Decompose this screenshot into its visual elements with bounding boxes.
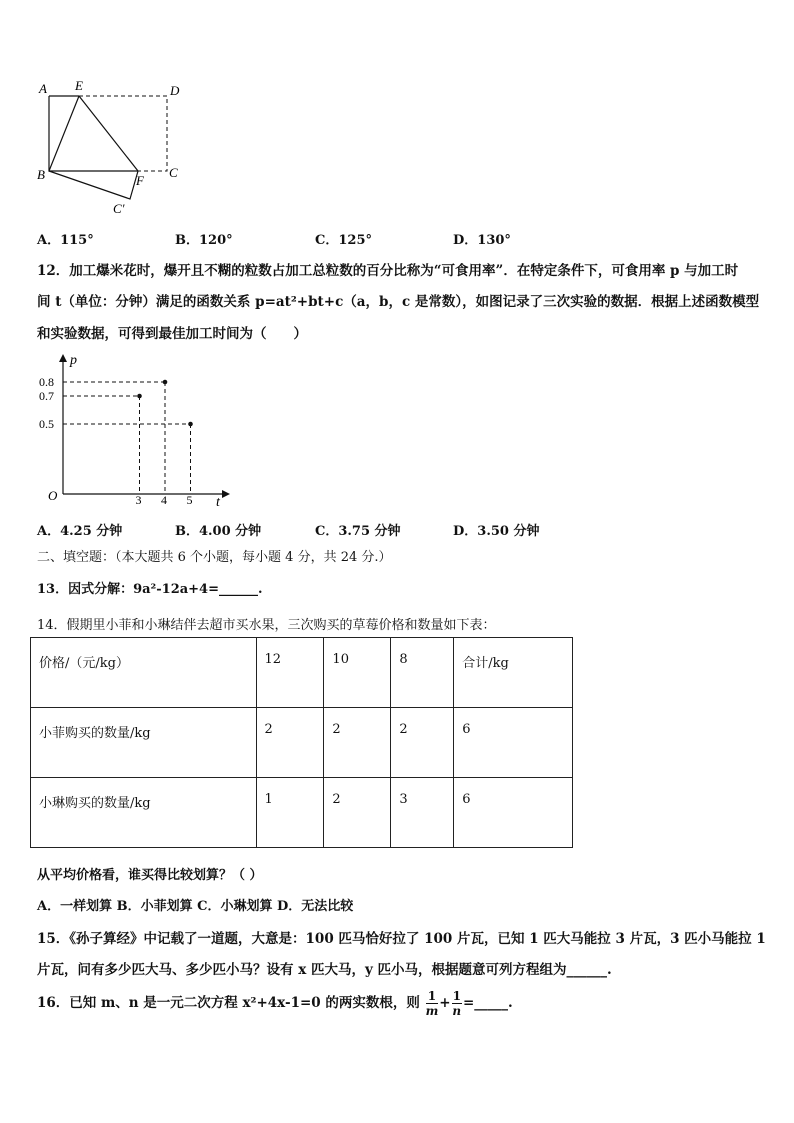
- data-point: [163, 380, 168, 385]
- data-point: [188, 422, 193, 427]
- label-d: D: [170, 83, 180, 98]
- table-cell: 2: [391, 708, 454, 778]
- label-a: A: [39, 81, 47, 96]
- q14-options[interactable]: A．一样划算 B．小菲划算 C．小琳划算 D．无法比较: [37, 899, 354, 914]
- q12-scatter-chart: [30, 350, 240, 510]
- section-2-heading: 二、填空题：（本大题共 6 个小题，每小题 4 分，共 24 分.）: [37, 550, 392, 565]
- q12-line-1: 12．加工爆米花时，爆开且不糊的粒数占加工总粒数的百分比称为“可食用率”．在特定条件下，可食用率 p 与加工时: [37, 263, 739, 279]
- table-cell: 2: [256, 708, 324, 778]
- segment-b-e: [49, 96, 79, 171]
- q13: [37, 578, 263, 597]
- fold-solid-lines: [49, 96, 138, 171]
- y-tick-label: 0.8: [39, 375, 54, 389]
- dashed-rect-part: [79, 96, 167, 171]
- segment-e-f: [79, 96, 138, 171]
- q16-end: .: [508, 995, 513, 1011]
- table-cell: 价格/（元/kg）: [31, 638, 257, 708]
- q12-line-3: 和实验数据，可得到最佳加工时间为（ ）: [37, 326, 307, 342]
- q13-text: 13．因式分解：9a²-12a+4=: [37, 582, 219, 597]
- frac1-denominator: m: [425, 1004, 439, 1018]
- fraction-1-over-n: [452, 989, 462, 1018]
- frac1-numerator: 1: [426, 989, 439, 1004]
- table-row: [31, 778, 573, 848]
- q12-option-a[interactable]: A．4.25 分钟: [37, 524, 123, 539]
- y-tick-label: 0.5: [39, 417, 54, 431]
- x-tick-label: 3: [135, 493, 142, 507]
- table-cell: 小琳购买的数量/kg: [31, 778, 257, 848]
- table-cell: 合计/kg: [454, 638, 573, 708]
- label-b: B: [37, 167, 45, 182]
- label-f: F: [136, 173, 144, 188]
- fraction-1-over-m: [426, 989, 439, 1018]
- data-point: [137, 394, 142, 399]
- table-cell: 3: [391, 778, 454, 848]
- frac2-numerator: 1: [452, 989, 461, 1003]
- q15-blank[interactable]: ______: [566, 962, 607, 978]
- q12-option-d[interactable]: D．3.50 分钟: [453, 524, 540, 539]
- x-tick-label: 5: [186, 493, 193, 507]
- folded-flap: [49, 171, 138, 199]
- x-tick-label: 4: [161, 493, 167, 507]
- rectangle-fold-figure: [30, 75, 200, 220]
- q15-end: .: [607, 962, 612, 978]
- label-c: C: [169, 165, 178, 180]
- q16-plus: +: [439, 995, 451, 1011]
- table-cell: 6: [454, 708, 573, 778]
- table-cell: 6: [454, 778, 573, 848]
- q14-text: 14．假期里小菲和小琳结伴去超市买水果，三次购买的草莓价格和数量如下表：: [37, 618, 496, 633]
- y-axis-label: p: [70, 353, 77, 368]
- table-cell: 2: [324, 708, 391, 778]
- q12-line-2: 间 t（单位：分钟）满足的函数关系 p=at²+bt+c（a，b，c 是常数），如图记录了三次实验的数据．根据上述函数模型: [37, 294, 760, 310]
- q12-option-b[interactable]: B．4.00 分钟: [175, 524, 262, 539]
- q16-blank[interactable]: _____: [474, 995, 509, 1011]
- q16-equals: =: [462, 995, 475, 1011]
- label-e: E: [75, 78, 83, 93]
- q11-option-c[interactable]: C．125°: [315, 233, 372, 248]
- q11-option-a[interactable]: A．115°: [37, 233, 94, 248]
- y-tick-label: 0.7: [39, 389, 54, 403]
- label-c-prime: C′: [113, 201, 125, 216]
- q11-option-b[interactable]: B．120°: [175, 233, 233, 248]
- q11-option-d[interactable]: D．130°: [453, 233, 511, 248]
- q16-prefix: 16．已知 m、n 是一元二次方程 x²+4x-1=0 的两实数根，则: [37, 995, 420, 1011]
- table-cell: 小菲购买的数量/kg: [31, 708, 257, 778]
- x-axis-arrow: [222, 490, 230, 498]
- q15-line-2-text: 片瓦，问有多少匹大马、多少匹小马？设有 x 匹大马，y 匹小马，根据题意可列方程组为: [37, 962, 567, 978]
- table-cell: 10: [324, 638, 391, 708]
- q13-end: .: [258, 582, 263, 597]
- x-axis-label: t: [216, 495, 220, 510]
- frac2-denominator: n: [452, 1004, 462, 1018]
- table-row: [31, 708, 573, 778]
- table-row: [31, 638, 573, 708]
- origin-label: O: [48, 488, 58, 503]
- table-cell: 1: [256, 778, 324, 848]
- strawberry-table: [30, 637, 573, 848]
- q15-line-2: [37, 958, 612, 978]
- y-axis-arrow: [59, 354, 67, 362]
- table-cell: 2: [324, 778, 391, 848]
- q12-option-c[interactable]: C．3.75 分钟: [315, 524, 401, 539]
- table-cell: 12: [256, 638, 324, 708]
- q16: [37, 988, 513, 1018]
- q15-line-1: 15．《孙子算经》中记载了一道题，大意是：100 匹马恰好拉了 100 片瓦，已知 1 匹大马能拉 3 片瓦，3 匹小马能拉 1: [37, 931, 766, 947]
- table-cell: 8: [391, 638, 454, 708]
- q14-question: 从平均价格看，谁买得比较划算？（ ）: [37, 868, 263, 883]
- q13-blank[interactable]: ______: [219, 582, 258, 597]
